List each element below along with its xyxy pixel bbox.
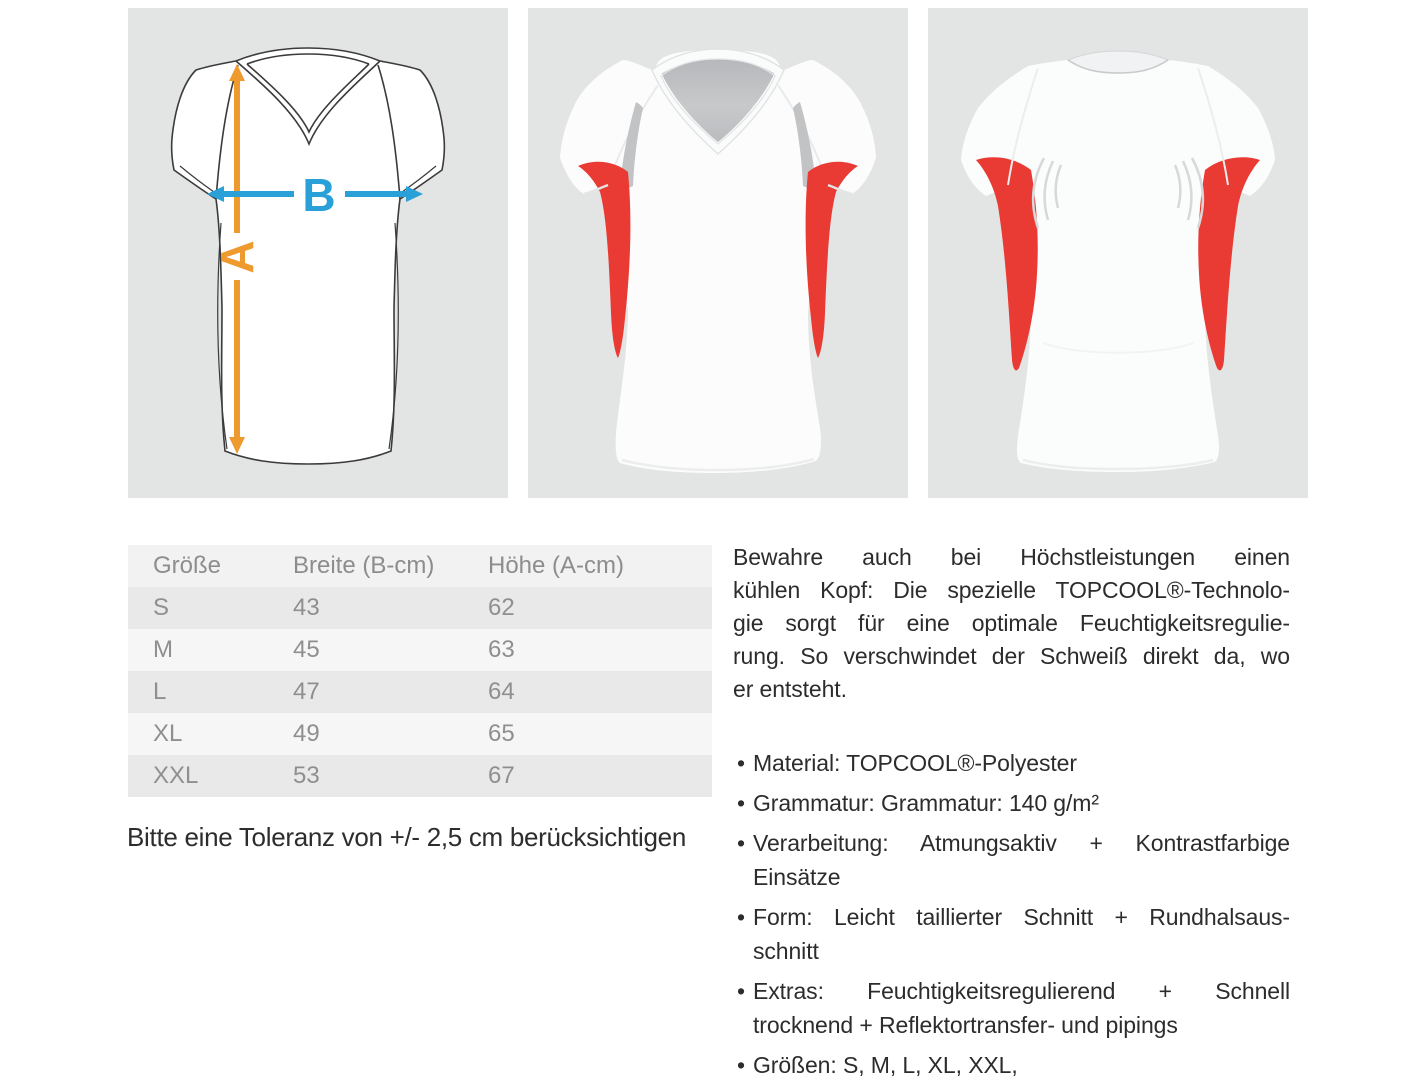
width-label: B (302, 169, 336, 221)
table-row (128, 587, 712, 629)
feature-item-groessen (733, 1048, 1290, 1082)
shirt-front-photo (528, 8, 908, 498)
width-cell: 45 (293, 636, 320, 663)
product-image-front (528, 8, 908, 498)
size-cell: XXL (153, 762, 199, 789)
width-cell: 49 (293, 720, 320, 747)
feature-item-extras (733, 974, 1290, 1042)
feature-line: Grammatur: Grammatur: 140 g/m² (753, 790, 1099, 816)
bullet-icon: • (737, 904, 745, 930)
height-label: A (211, 240, 263, 274)
column-header-size: Größe (153, 552, 222, 579)
feature-item-form (733, 900, 1290, 968)
table-row (128, 713, 712, 755)
height-cell: 62 (488, 594, 515, 621)
height-cell: 63 (488, 636, 515, 663)
bullet-icon: • (737, 750, 745, 776)
feature-line: Verarbeitung: Atmungsaktiv + Kontrastfarbige (753, 830, 1290, 856)
feature-line: schnitt (753, 938, 819, 964)
paragraph-line: gie sorgt für eine optimale Feuchtigkeitsregulie- (733, 610, 1290, 636)
table-row (128, 671, 712, 713)
paragraph-line: Bewahre auch bei Höchstleistungen einen (733, 544, 1290, 570)
column-header-height: Höhe (A-cm) (488, 552, 625, 579)
product-image-diagram (128, 8, 508, 498)
paragraph-line: er entsteht. (733, 676, 847, 702)
size-cell: S (153, 594, 170, 621)
feature-line: Form: Leicht taillierter Schnitt + Rundhalsaus- (753, 904, 1290, 930)
product-image-back (928, 8, 1308, 498)
size-cell: L (153, 678, 167, 705)
width-cell: 43 (293, 594, 320, 621)
tolerance-note: Bitte eine Toleranz von +/- 2,5 cm berücksichtigen (127, 822, 686, 852)
paragraph-line: kühlen Kopf: Die spezielle TOPCOOL®-Technolo- (733, 577, 1290, 603)
bullet-icon: • (737, 1052, 745, 1078)
table-row (128, 755, 712, 797)
height-cell: 65 (488, 720, 515, 747)
bullet-icon: • (737, 830, 745, 856)
size-table-header (128, 545, 712, 587)
feature-item-verarbeitung (733, 826, 1290, 894)
column-header-width: Breite (B-cm) (293, 552, 435, 579)
height-cell: 64 (488, 678, 515, 705)
size-cell: XL (153, 720, 183, 747)
size-table (128, 545, 712, 797)
feature-item-material (733, 746, 1290, 780)
shirt-measurement-diagram (128, 8, 508, 498)
feature-item-grammatur (733, 786, 1290, 820)
size-cell: M (153, 636, 173, 663)
bullet-icon: • (737, 978, 745, 1004)
feature-line: Extras: Feuchtigkeitsregulierend + Schnell (753, 978, 1290, 1004)
feature-line: Größen: S, M, L, XL, XXL, (753, 1052, 1018, 1078)
feature-line: Einsätze (753, 864, 841, 890)
shirt-back-photo (928, 8, 1308, 498)
feature-line: trocknend + Reflektortransfer- und pipings (753, 1012, 1178, 1038)
bullet-icon: • (737, 790, 745, 816)
product-description (733, 541, 1290, 1088)
feature-list (733, 746, 1290, 1082)
height-cell: 67 (488, 762, 515, 789)
paragraph-line: rung. So verschwindet der Schweiß direkt da, wo (733, 643, 1290, 669)
width-cell: 53 (293, 762, 320, 789)
table-row (128, 629, 712, 671)
width-cell: 47 (293, 678, 320, 705)
description-paragraph (733, 541, 1290, 706)
feature-line: Material: TOPCOOL®-Polyester (753, 750, 1077, 776)
